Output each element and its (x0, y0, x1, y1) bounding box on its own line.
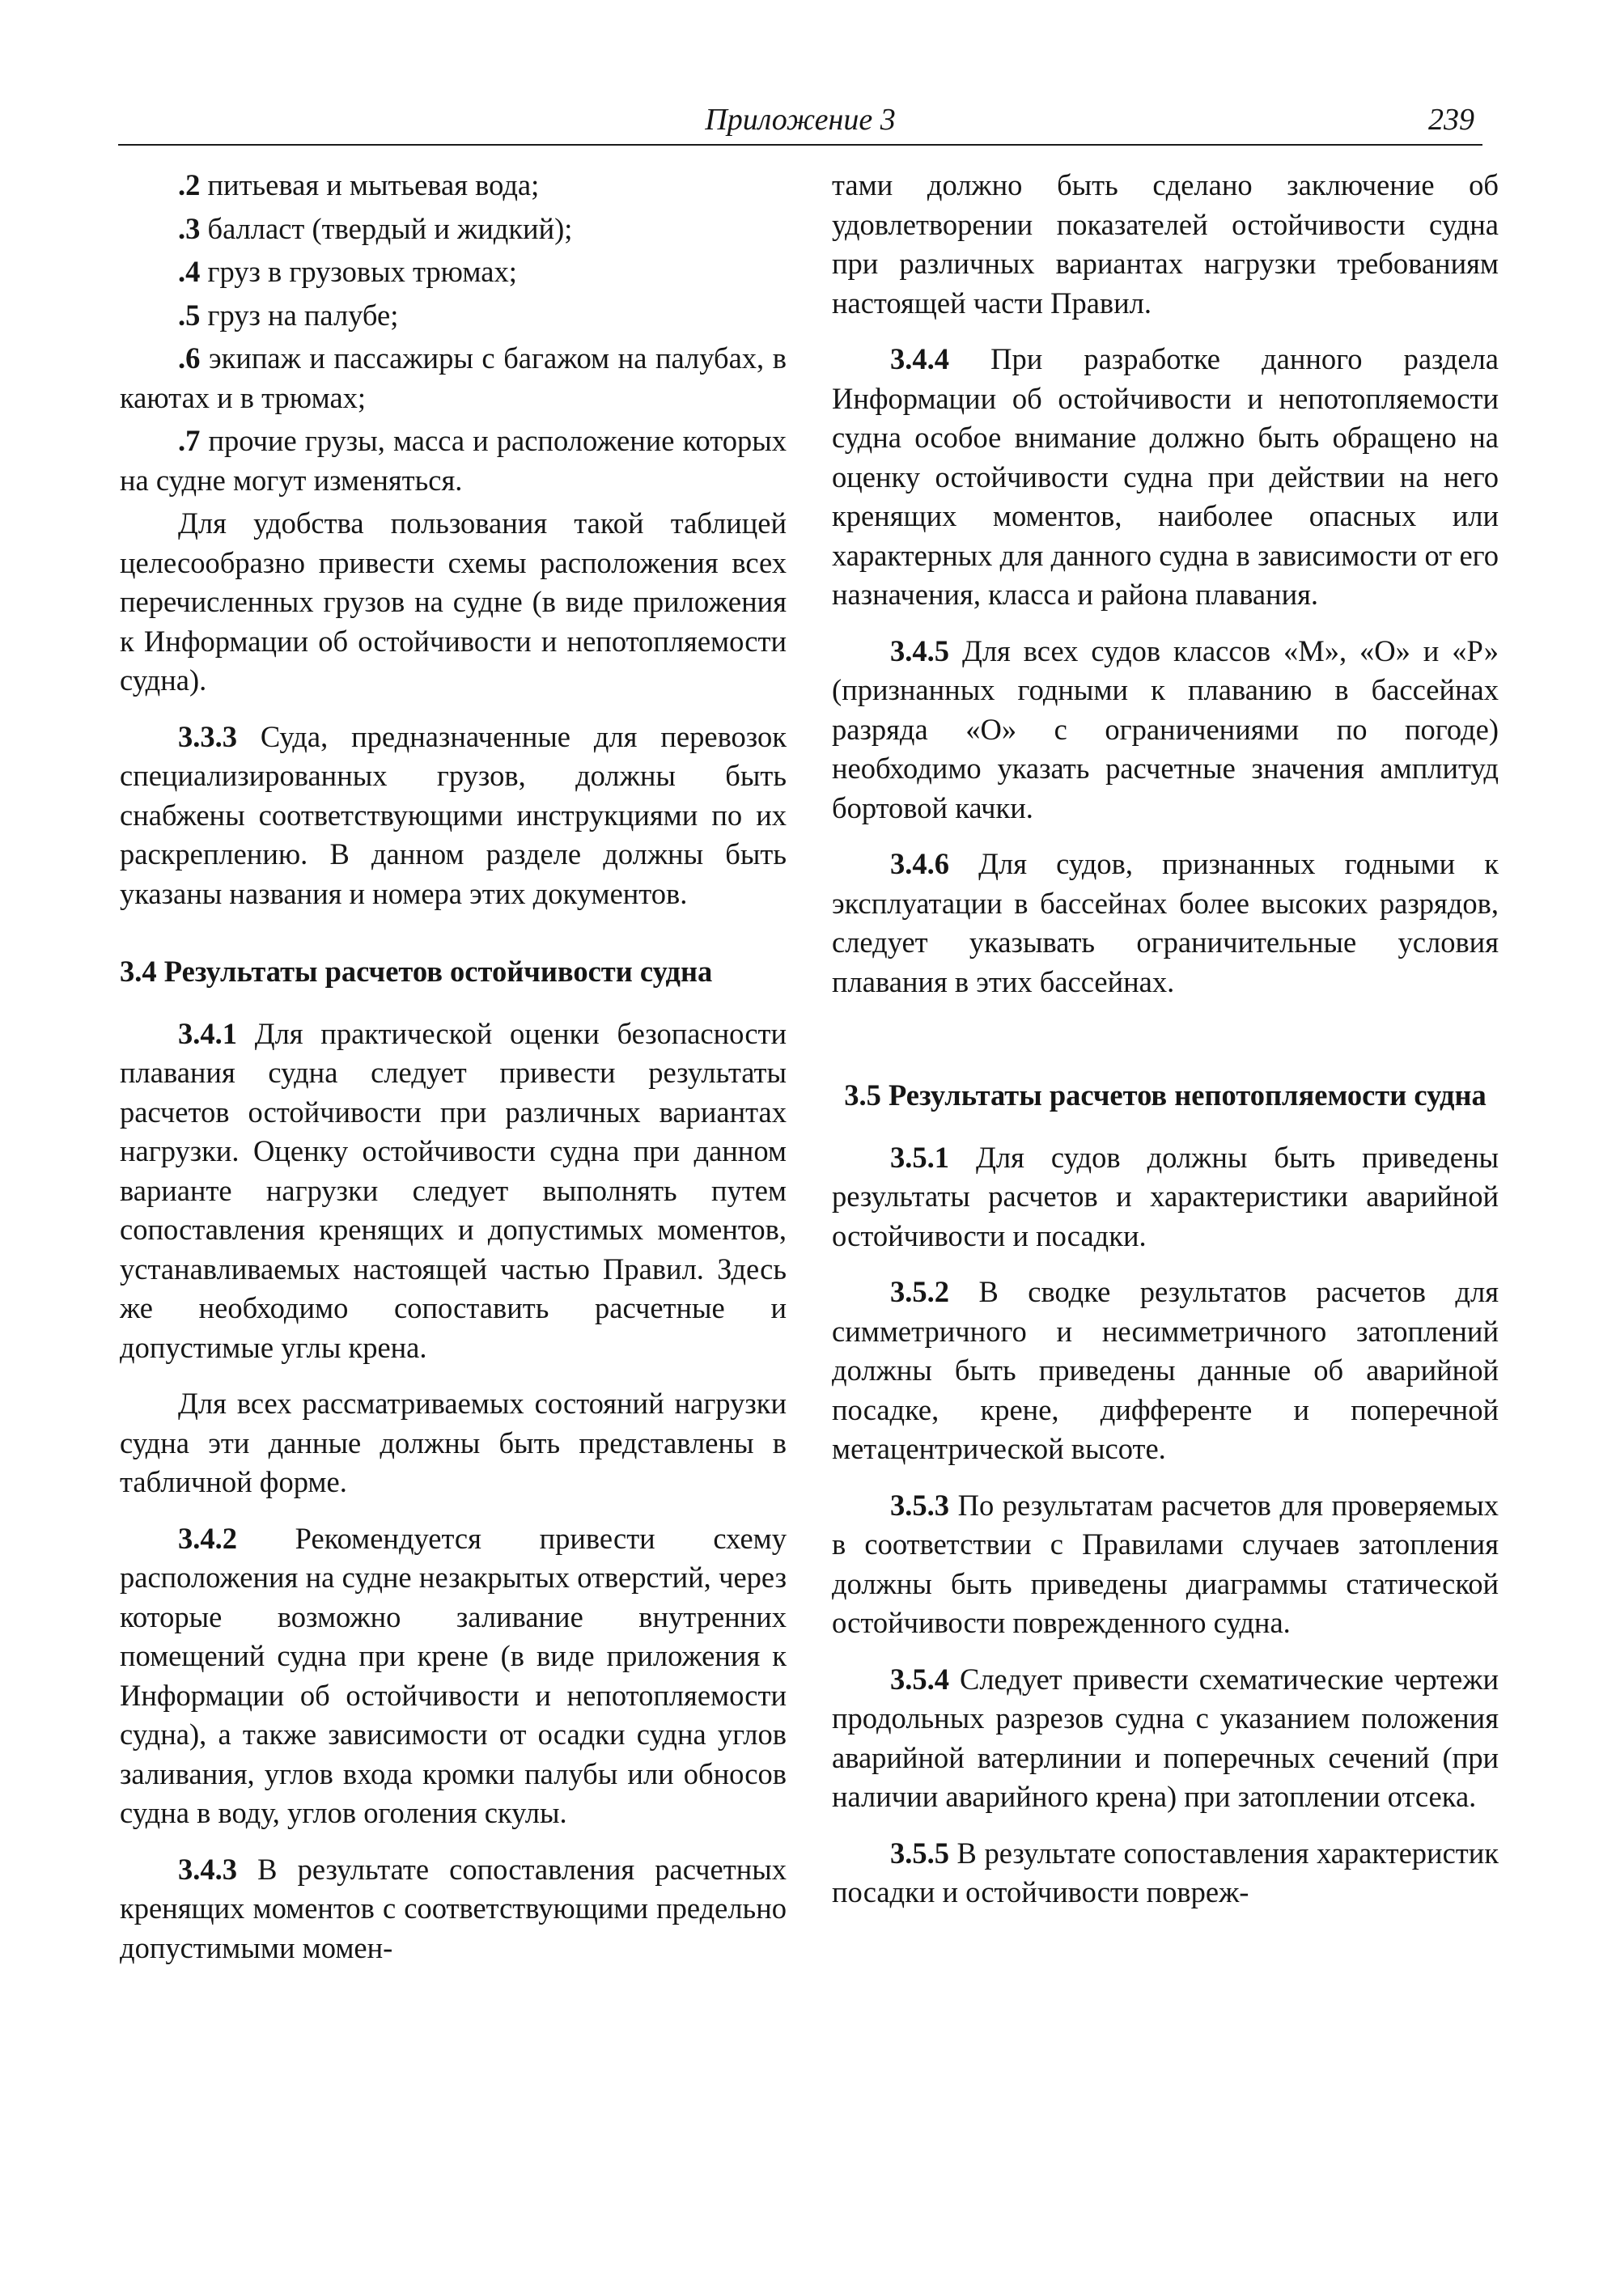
paragraph (120, 718, 787, 914)
clause-number: 3.4.3 (178, 1852, 237, 1886)
paragraph-text: Для удобства пользования такой таблицей целесообразно привести схемы расположения всех перечисленных грузов на судне (в виде приложения к Информации об остойчивости и непотопляемости судна). (120, 506, 787, 697)
clause-number: .5 (178, 298, 201, 332)
clause-number: .6 (178, 341, 201, 375)
section-heading (120, 952, 787, 992)
clause-number: .3 (178, 211, 201, 245)
paragraph-text: Для практической оценки безопасности плавания судна следует привести результаты расчетов остойчивости при различных вариантах нагрузки. Оценку остойчивости судна при данном варианте нагрузки следует выполнять путем сопоставления кренящих и допустимых моментов, устанавливаемых настоящей частью Правил. Здесь же необходимо сопоставить расчетные и допустимые углы крена. (120, 1016, 787, 1364)
clause-number: 3.4.6 (890, 847, 949, 880)
paragraph (120, 504, 787, 701)
page-number: 239 (1428, 103, 1474, 137)
paragraph-text: прочие грузы, масса и расположение которых на судне могут изменяться. (120, 424, 787, 497)
section-heading (832, 1076, 1499, 1116)
paragraph-text: Для всех судов классов «М», «О» и «Р» (признанных годными к плаванию в бассейнах разряда «О» с ограничениями по погоде) необходимо указать расчетные значения амплитуд бортовой качки. (832, 633, 1499, 824)
paragraph (832, 1660, 1499, 1817)
paragraph-text: Следует привести схематические чертежи продольных разрезов судна с указанием положения аварийной ватерлинии и поперечных сечений (при наличии аварийного крена) при затоплении отсека. (832, 1662, 1499, 1813)
paragraph (120, 1519, 787, 1833)
clause-number: 3.3.3 (178, 719, 237, 753)
clause-number: 3.4.1 (178, 1016, 237, 1050)
list-item (120, 166, 787, 205)
paragraph-text: Рекомендуется привести схему расположения на судне незакрытых отверстий, через которые возможно заливание внутренних помещений судна при крене (в виде приложения к Информации об остойчивости и непотопляемости судна), а также зависимости от осадки судна углов заливания, углов входа кромки палубы или обносов судна в воду, углов оголения скулы. (120, 1521, 787, 1829)
paragraph (120, 1015, 787, 1368)
paragraph (832, 1834, 1499, 1913)
list-item (120, 296, 787, 336)
clause-number: .2 (178, 168, 201, 201)
paragraph-text: В результате сопоставления расчетных кренящих моментов с соответствующими предельно допустимыми момен- (120, 1852, 787, 1964)
paragraph-text: Суда, предназначенные для перевозок специализированных грузов, должны быть снабжены соответствующими инструкциями по их раскреплению. В данном разделе должны быть указаны названия и номера этих документов. (120, 719, 787, 910)
paragraph-text: тами должно быть сделано заключение об удовлетворении показателей остойчивости судна при различных вариантах нагрузки требованиям настоящей части Правил. (832, 168, 1499, 320)
paragraph-text: Для всех рассматриваемых состояний нагрузки судна эти данные должны быть представлены в табличной форме. (120, 1387, 787, 1498)
clause-number: 3.4.5 (890, 633, 949, 667)
clause-number: .7 (178, 424, 201, 457)
clause-number: 3.5.4 (890, 1662, 949, 1696)
clause-number: 3.4.4 (890, 342, 949, 375)
paragraph (832, 340, 1499, 615)
paragraph-text: При разработке данного раздела Информации об остойчивости и непотопляемости судна особое внимание должно быть обращено на оценку остойчивости судна при действии на него кренящих моментов, наиболее опасных или характерных для данного судна в зависимости от его назначения, класса и района плавания. (832, 342, 1499, 611)
clause-number: 3.5.3 (890, 1488, 949, 1522)
paragraph-text: Для судов, признанных годными к эксплуатации в бассейнах более высоких разрядов, следует указывать ограничительные условия плавания в этих бассейнах. (832, 847, 1499, 998)
paragraph (832, 1486, 1499, 1643)
clause-number: .4 (178, 255, 201, 288)
paragraph (832, 632, 1499, 828)
paragraph-text: груз на палубе; (200, 298, 399, 332)
paragraph-text: экипаж и пассажиры с багажом на палубах, в каютах и в трюмах; (120, 341, 787, 414)
left-column (120, 166, 787, 1985)
paragraph-text: Для судов должны быть приведены результаты расчетов и характеристики аварийной остойчивости и посадки. (832, 1140, 1499, 1252)
header-title: Приложение 3 (705, 103, 896, 137)
paragraph (832, 845, 1499, 1002)
clause-number: 3.5.1 (890, 1140, 949, 1174)
paragraph-text: груз в грузовых трюмах; (200, 255, 517, 288)
clause-number: 3.4.2 (178, 1521, 237, 1555)
paragraph-text: По результатам расчетов для проверяемых в соответствии с Правилами случаев затопления должны быть приведены диаграммы статической остойчивости поврежденного судна. (832, 1488, 1499, 1639)
heading-text: 3.4 Результаты расчетов остойчивости судна (120, 955, 713, 988)
list-item (120, 339, 787, 417)
list-item (120, 210, 787, 249)
running-header (118, 91, 1482, 146)
paragraph (120, 1384, 787, 1502)
clause-number: 3.5.5 (890, 1836, 949, 1870)
right-column (832, 166, 1499, 1930)
paragraph (120, 1850, 787, 1968)
paragraph-text: В сводке результатов расчетов для симметричного и несимметричного затоплений должны быть приведены данные об аварийной посадке, крене, дифференте и поперечной метацентрической высоте. (832, 1275, 1499, 1465)
paragraph-text: питьевая и мытьевая вода; (200, 168, 540, 201)
paragraph (832, 1138, 1499, 1256)
paragraph-text: В результате сопоставления характеристик посадки и остойчивости повреж- (832, 1836, 1499, 1908)
clause-number: 3.5.2 (890, 1275, 949, 1308)
paragraph-text: балласт (твердый и жидкий); (200, 211, 573, 245)
list-item (120, 252, 787, 292)
heading-text: 3.5 Результаты расчетов непотопляемости судна (844, 1078, 1487, 1112)
paragraph (832, 1273, 1499, 1469)
list-item (120, 421, 787, 500)
paragraph (832, 166, 1499, 323)
